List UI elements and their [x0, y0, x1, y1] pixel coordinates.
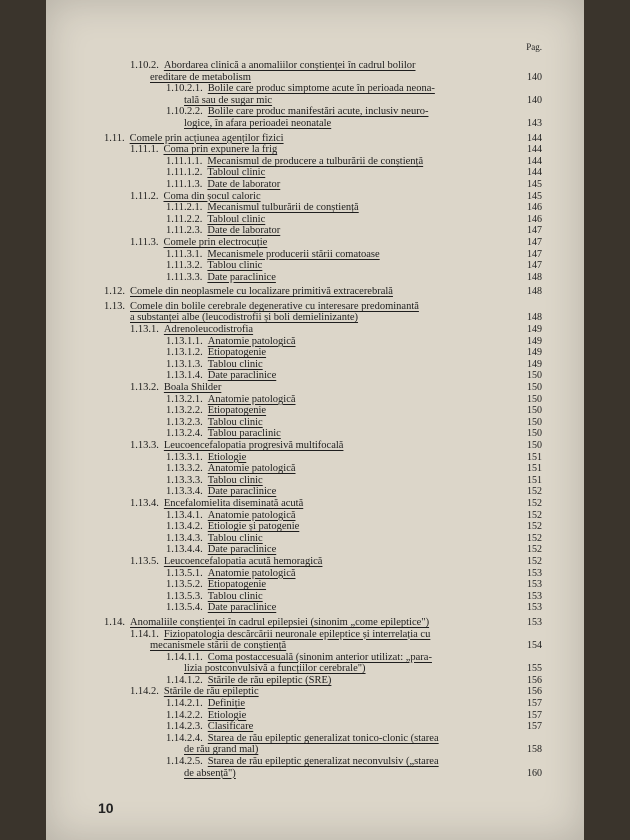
- toc-entry: [46, 359, 584, 371]
- toc-entry-title: Encefalomielita diseminată acută: [163, 497, 304, 509]
- toc-entry-title: Date paraclinice: [207, 544, 277, 556]
- toc-entry-number: 1.11.1.3.: [166, 178, 203, 190]
- toc-entry-page-number: 147: [527, 225, 542, 237]
- toc-entry-title: Tabloul clinic: [207, 213, 266, 225]
- toc-entry: [46, 475, 584, 487]
- toc-entry-number: 1.14.2.1.: [166, 698, 203, 710]
- toc-entry-number: 1.14.2.5.: [166, 756, 203, 768]
- toc-entry-title: Stările de rău epileptic: [163, 686, 259, 698]
- toc-entry: [46, 417, 584, 429]
- toc-entry-title: Etiologie și patogenie: [207, 521, 300, 533]
- toc-entry-page-number: 140: [527, 94, 542, 106]
- toc-entry-number: 1.13.5.2.: [166, 579, 203, 591]
- toc-entry-title: Starea de rău epileptic generalizat tonico-clonic (starea: [207, 732, 439, 744]
- toc-entry-number: 1.11.1.2.: [166, 167, 203, 179]
- toc-entry-page-number: 144: [527, 155, 542, 167]
- toc-entry-page-number: 151: [527, 451, 542, 463]
- toc-entry-number: 1.13.1.2.: [166, 347, 203, 359]
- toc-entry-title-continuation: mecanismele stării de conștiență: [150, 640, 287, 652]
- toc-entry-number: 1.13.4.1.: [166, 509, 203, 521]
- toc-entry-title: Mecanismul de producere a tulburării de conștiență: [207, 155, 424, 167]
- toc-entry-title-continuation: a substanței albe (leucodistrofii și boli demielinizante): [130, 312, 359, 324]
- toc-entry-page-number: 152: [527, 521, 542, 533]
- toc-entry-title: Etiopatogenie: [207, 405, 267, 417]
- toc-entry-number: 1.13.2.1.: [166, 393, 203, 405]
- toc-entry-page-number: 148: [527, 312, 542, 324]
- toc-entry-number: 1.12.: [104, 286, 125, 298]
- toc-entry: [46, 710, 584, 722]
- toc-entry-number: 1.11.2.: [130, 190, 159, 202]
- toc-entry-number: 1.11.3.2.: [166, 260, 203, 272]
- toc-entry-number: 1.13.1.4.: [166, 370, 203, 382]
- toc-entry-title-continuation: de absență"): [184, 767, 236, 779]
- toc-entry: [46, 498, 584, 510]
- page-column-header: Pag.: [526, 42, 542, 52]
- toc-entry-number: 1.11.2.1.: [166, 202, 203, 214]
- toc-entry-number: 1.11.: [104, 132, 125, 144]
- toc-entry-title: Tablou clinic: [207, 474, 263, 486]
- toc-entry-title: Anatomie patologică: [207, 393, 296, 405]
- toc-entry-page-number: 153: [527, 590, 542, 602]
- toc-entry-page-number: 152: [527, 544, 542, 556]
- toc-entry-title: Tablou clinic: [207, 532, 263, 544]
- toc-entry-page-number: 153: [527, 579, 542, 591]
- toc-entry-page-number: 152: [527, 555, 542, 567]
- toc-entry: [46, 286, 584, 298]
- toc-entry: [46, 568, 584, 580]
- toc-entry-title: Fiziopatologia descărcării neuronale epileptice și interrelația cu: [163, 628, 431, 640]
- toc-entry-title: Boala Shilder: [163, 382, 222, 394]
- toc-entry-number: 1.13.: [104, 300, 125, 312]
- toc-entry-number: 1.13.3.: [130, 440, 159, 451]
- toc-entry: [46, 452, 584, 464]
- toc-entry-title: Bolile care produc manifestări acute, inclusiv neuro-: [207, 106, 429, 118]
- toc-entry-page-number: 151: [527, 474, 542, 486]
- toc-entry-title: Etiologie: [207, 709, 247, 721]
- toc-entry-title: Leucoencefalopatia progresivă multifocală: [163, 440, 344, 451]
- toc-entry: [46, 214, 584, 226]
- toc-entry-page-number: 147: [527, 260, 542, 272]
- toc-entry-title: Clasificare: [207, 721, 254, 733]
- toc-entry: [46, 133, 584, 145]
- toc-entry-number: 1.10.2.2.: [166, 106, 203, 118]
- toc-entry-page-number: 149: [527, 347, 542, 359]
- toc-entry-page-number: 150: [527, 393, 542, 405]
- toc-entry: [46, 249, 584, 261]
- toc-entry-title: Date paraclinice: [207, 271, 276, 283]
- toc-entry-number: 1.14.2.: [130, 686, 159, 698]
- table-of-contents: [46, 60, 584, 779]
- toc-entry-page-number: 150: [527, 405, 542, 417]
- toc-entry-title: Mecanismele producerii stării comatoase: [207, 248, 380, 260]
- toc-entry-title: Anatomie patologică: [207, 567, 296, 579]
- toc-entry-number: 1.13.4.3.: [166, 532, 203, 544]
- toc-entry-title: Tablou clinic: [207, 358, 263, 370]
- toc-entry: [46, 156, 584, 168]
- toc-entry: [46, 301, 584, 324]
- toc-entry-number: 1.13.4.4.: [166, 544, 203, 556]
- toc-entry-number: 1.13.3.4.: [166, 486, 203, 498]
- toc-entry-page-number: 152: [527, 486, 542, 498]
- toc-entry-page-number: 147: [527, 236, 542, 248]
- toc-entry: [46, 733, 584, 756]
- toc-entry: [46, 370, 584, 382]
- toc-entry-number: 1.13.5.: [130, 555, 159, 567]
- toc-entry-number: 1.11.2.3.: [166, 225, 203, 237]
- toc-entry-title: Coma din șocul caloric: [163, 190, 261, 202]
- toc-entry-page-number: 143: [527, 117, 542, 129]
- toc-entry-page-number: 155: [527, 663, 542, 675]
- toc-entry-title: Date paraclinice: [207, 370, 277, 382]
- toc-entry-page-number: 145: [527, 190, 542, 202]
- toc-entry-number: 1.10.2.1.: [166, 83, 203, 95]
- toc-entry-number: 1.13.2.2.: [166, 405, 203, 417]
- toc-entry-title: Tabloul clinic: [207, 167, 266, 179]
- toc-entry-title: Tablou clinic: [207, 416, 263, 428]
- toc-entry: [46, 602, 584, 614]
- toc-entry-page-number: 152: [527, 532, 542, 544]
- toc-entry-page-number: 150: [527, 416, 542, 428]
- toc-entry: [46, 347, 584, 359]
- toc-entry-number: 1.11.3.: [130, 236, 159, 248]
- toc-entry-title: Date paraclinice: [207, 602, 277, 614]
- toc-entry: [46, 698, 584, 710]
- toc-entry-title: Abordarea clinică a anomaliilor conștienței în cadrul bolilor: [163, 60, 416, 71]
- toc-entry-page-number: 157: [527, 721, 542, 733]
- toc-entry: [46, 336, 584, 348]
- toc-entry: [46, 60, 584, 83]
- toc-entry-title: Anatomie patologică: [207, 335, 296, 347]
- toc-entry: [46, 324, 584, 336]
- toc-entry-title: Etiologie: [207, 451, 247, 463]
- toc-entry: [46, 394, 584, 406]
- toc-entry-title: Anatomie patologică: [207, 509, 296, 521]
- toc-entry-title: Anomaliile conștienței în cadrul epilepsiei (sinonim „come epileptice"): [130, 616, 430, 628]
- toc-entry-page-number: 145: [527, 178, 542, 190]
- toc-entry: [46, 83, 584, 106]
- toc-entry-title-continuation: logice, în afara perioadei neonatale: [184, 117, 332, 129]
- toc-entry-page-number: 154: [527, 640, 542, 652]
- toc-entry-number: 1.13.4.: [130, 497, 159, 509]
- toc-entry-page-number: 147: [527, 248, 542, 260]
- toc-entry-number: 1.13.1.: [130, 324, 159, 336]
- toc-entry-page-number: 148: [527, 286, 542, 298]
- page-number: 10: [98, 800, 114, 816]
- toc-entry-page-number: 150: [527, 382, 542, 394]
- toc-entry-title: Date paraclinice: [207, 486, 277, 498]
- toc-entry-number: 1.11.2.2.: [166, 213, 203, 225]
- toc-entry-title: Anatomie patologică: [207, 463, 296, 475]
- toc-entry-page-number: 158: [527, 744, 542, 756]
- toc-entry: [46, 544, 584, 556]
- toc-entry: [46, 106, 584, 129]
- toc-entry-number: 1.13.1.3.: [166, 358, 203, 370]
- toc-entry-title: Starea de rău epileptic generalizat neconvulsiv („starea: [207, 756, 439, 768]
- toc-entry-number: 1.10.2.: [130, 60, 159, 71]
- toc-entry-number: 1.13.2.4.: [166, 428, 203, 440]
- toc-entry-title: Stările de rău epileptic (SRE): [207, 674, 332, 686]
- toc-entry: [46, 144, 584, 156]
- toc-entry-number: 1.11.3.3.: [166, 271, 203, 283]
- toc-entry: [46, 405, 584, 417]
- toc-entry-title: Bolile care produc simptome acute în perioada neona-: [207, 83, 435, 95]
- toc-entry: [46, 260, 584, 272]
- toc-entry-page-number: 152: [527, 497, 542, 509]
- toc-entry-page-number: 151: [527, 463, 542, 475]
- toc-entry-page-number: 149: [527, 335, 542, 347]
- book-page: [46, 0, 584, 840]
- toc-entry: [46, 579, 584, 591]
- toc-entry: [46, 428, 584, 440]
- toc-entry-number: 1.11.1.1.: [166, 155, 203, 167]
- toc-entry-page-number: 160: [527, 767, 542, 779]
- toc-entry-title-continuation: lizia postconvulsivă a funcțiilor cerebrale"): [184, 663, 366, 675]
- toc-entry-title: Etiopatogenie: [207, 579, 267, 591]
- toc-entry-number: 1.13.3.2.: [166, 463, 203, 475]
- toc-entry: [46, 167, 584, 179]
- toc-entry-page-number: 148: [527, 271, 542, 283]
- toc-entry-title: Date de laborator: [207, 225, 281, 237]
- toc-entry: [46, 486, 584, 498]
- toc-entry-page-number: 153: [527, 567, 542, 579]
- toc-entry-page-number: 152: [527, 509, 542, 521]
- toc-entry-number: 1.13.2.3.: [166, 416, 203, 428]
- toc-entry-number: 1.11.3.1.: [166, 248, 203, 260]
- toc-entry-number: 1.13.1.1.: [166, 335, 203, 347]
- toc-entry-number: 1.11.1.: [130, 144, 159, 156]
- toc-entry-title: Leucoencefalopatia acută hemoragică: [163, 555, 323, 567]
- toc-entry-page-number: 150: [527, 370, 542, 382]
- toc-entry-number: 1.14.1.1.: [166, 651, 203, 663]
- toc-entry: [46, 652, 584, 675]
- toc-entry-page-number: 146: [527, 213, 542, 225]
- toc-entry: [46, 629, 584, 652]
- toc-entry: [46, 556, 584, 568]
- toc-entry-page-number: 144: [527, 167, 542, 179]
- toc-entry-number: 1.14.1.: [130, 628, 159, 640]
- toc-entry-page-number: 150: [527, 440, 542, 451]
- toc-entry: [46, 510, 584, 522]
- toc-entry-title-continuation: tală sau de sugar mic: [184, 94, 273, 106]
- toc-entry-title: Etiopatogenie: [207, 347, 267, 359]
- toc-entry-page-number: 149: [527, 324, 542, 336]
- toc-entry-title: Tablou clinic: [207, 260, 263, 272]
- toc-entry-title: Tablou clinic: [207, 590, 263, 602]
- toc-entry: [46, 179, 584, 191]
- toc-entry: [46, 440, 584, 452]
- toc-entry-title: Mecanismul tulburării de conștiență: [207, 202, 359, 214]
- toc-entry: [46, 686, 584, 698]
- toc-entry-title-continuation: ereditare de metabolism: [150, 71, 251, 83]
- toc-entry: [46, 721, 584, 733]
- toc-entry: [46, 237, 584, 249]
- toc-entry-page-number: 157: [527, 709, 542, 721]
- toc-entry-page-number: 150: [527, 428, 542, 440]
- toc-entry-title: Comele prin electrocuție: [163, 236, 268, 248]
- toc-entry: [46, 756, 584, 779]
- toc-entry: [46, 272, 584, 284]
- toc-entry-title: Comele din neoplasmele cu localizare primitivă extracerebrală: [130, 286, 393, 298]
- toc-entry-page-number: 157: [527, 698, 542, 710]
- toc-entry-title-continuation: de rău grand mal): [184, 744, 259, 756]
- toc-entry: [46, 225, 584, 237]
- toc-entry: [46, 382, 584, 394]
- toc-entry-number: 1.14.2.3.: [166, 721, 203, 733]
- toc-entry-page-number: 144: [527, 144, 542, 156]
- toc-entry-page-number: 144: [527, 132, 542, 144]
- toc-entry-title: Comele din bolile cerebrale degenerative cu interesare predominantă: [130, 300, 419, 312]
- toc-entry-title: Comele prin acțiunea agenților fizici: [129, 132, 284, 144]
- toc-entry-title: Adrenoleucodistrofia: [163, 324, 254, 336]
- toc-entry: [46, 191, 584, 203]
- toc-entry: [46, 617, 584, 629]
- toc-entry-page-number: 146: [527, 202, 542, 214]
- toc-entry-number: 1.14.2.4.: [166, 732, 203, 744]
- toc-entry-number: 1.13.3.3.: [166, 474, 203, 486]
- toc-entry: [46, 521, 584, 533]
- toc-entry-page-number: 153: [527, 602, 542, 614]
- toc-entry: [46, 533, 584, 545]
- toc-entry-number: 1.13.5.3.: [166, 590, 203, 602]
- toc-entry: [46, 202, 584, 214]
- toc-entry: [46, 675, 584, 687]
- toc-entry-page-number: 153: [527, 616, 542, 628]
- toc-entry-number: 1.13.2.: [130, 382, 159, 394]
- toc-entry-title: Coma prin expunere la frig: [163, 144, 278, 156]
- toc-entry-number: 1.13.5.1.: [166, 567, 203, 579]
- toc-entry-number: 1.14.1.2.: [166, 674, 203, 686]
- toc-entry-title: Definiție: [207, 698, 246, 710]
- toc-entry-page-number: 156: [527, 674, 542, 686]
- toc-entry-title: Tablou paraclinic: [207, 428, 281, 440]
- toc-entry: [46, 463, 584, 475]
- toc-entry-title: Date de laborator: [207, 178, 281, 190]
- toc-entry-page-number: 149: [527, 358, 542, 370]
- toc-entry-number: 1.13.3.1.: [166, 451, 203, 463]
- toc-entry-number: 1.14.2.2.: [166, 709, 203, 721]
- toc-entry-page-number: 156: [527, 686, 542, 698]
- toc-entry: [46, 591, 584, 603]
- toc-entry-number: 1.13.4.2.: [166, 521, 203, 533]
- toc-entry-number: 1.14.: [104, 616, 125, 628]
- toc-entry-title: Coma postaccesuală (sinonim anterior utilizat: „para-: [207, 651, 432, 663]
- toc-entry-number: 1.13.5.4.: [166, 602, 203, 614]
- toc-entry-page-number: 140: [527, 71, 542, 83]
